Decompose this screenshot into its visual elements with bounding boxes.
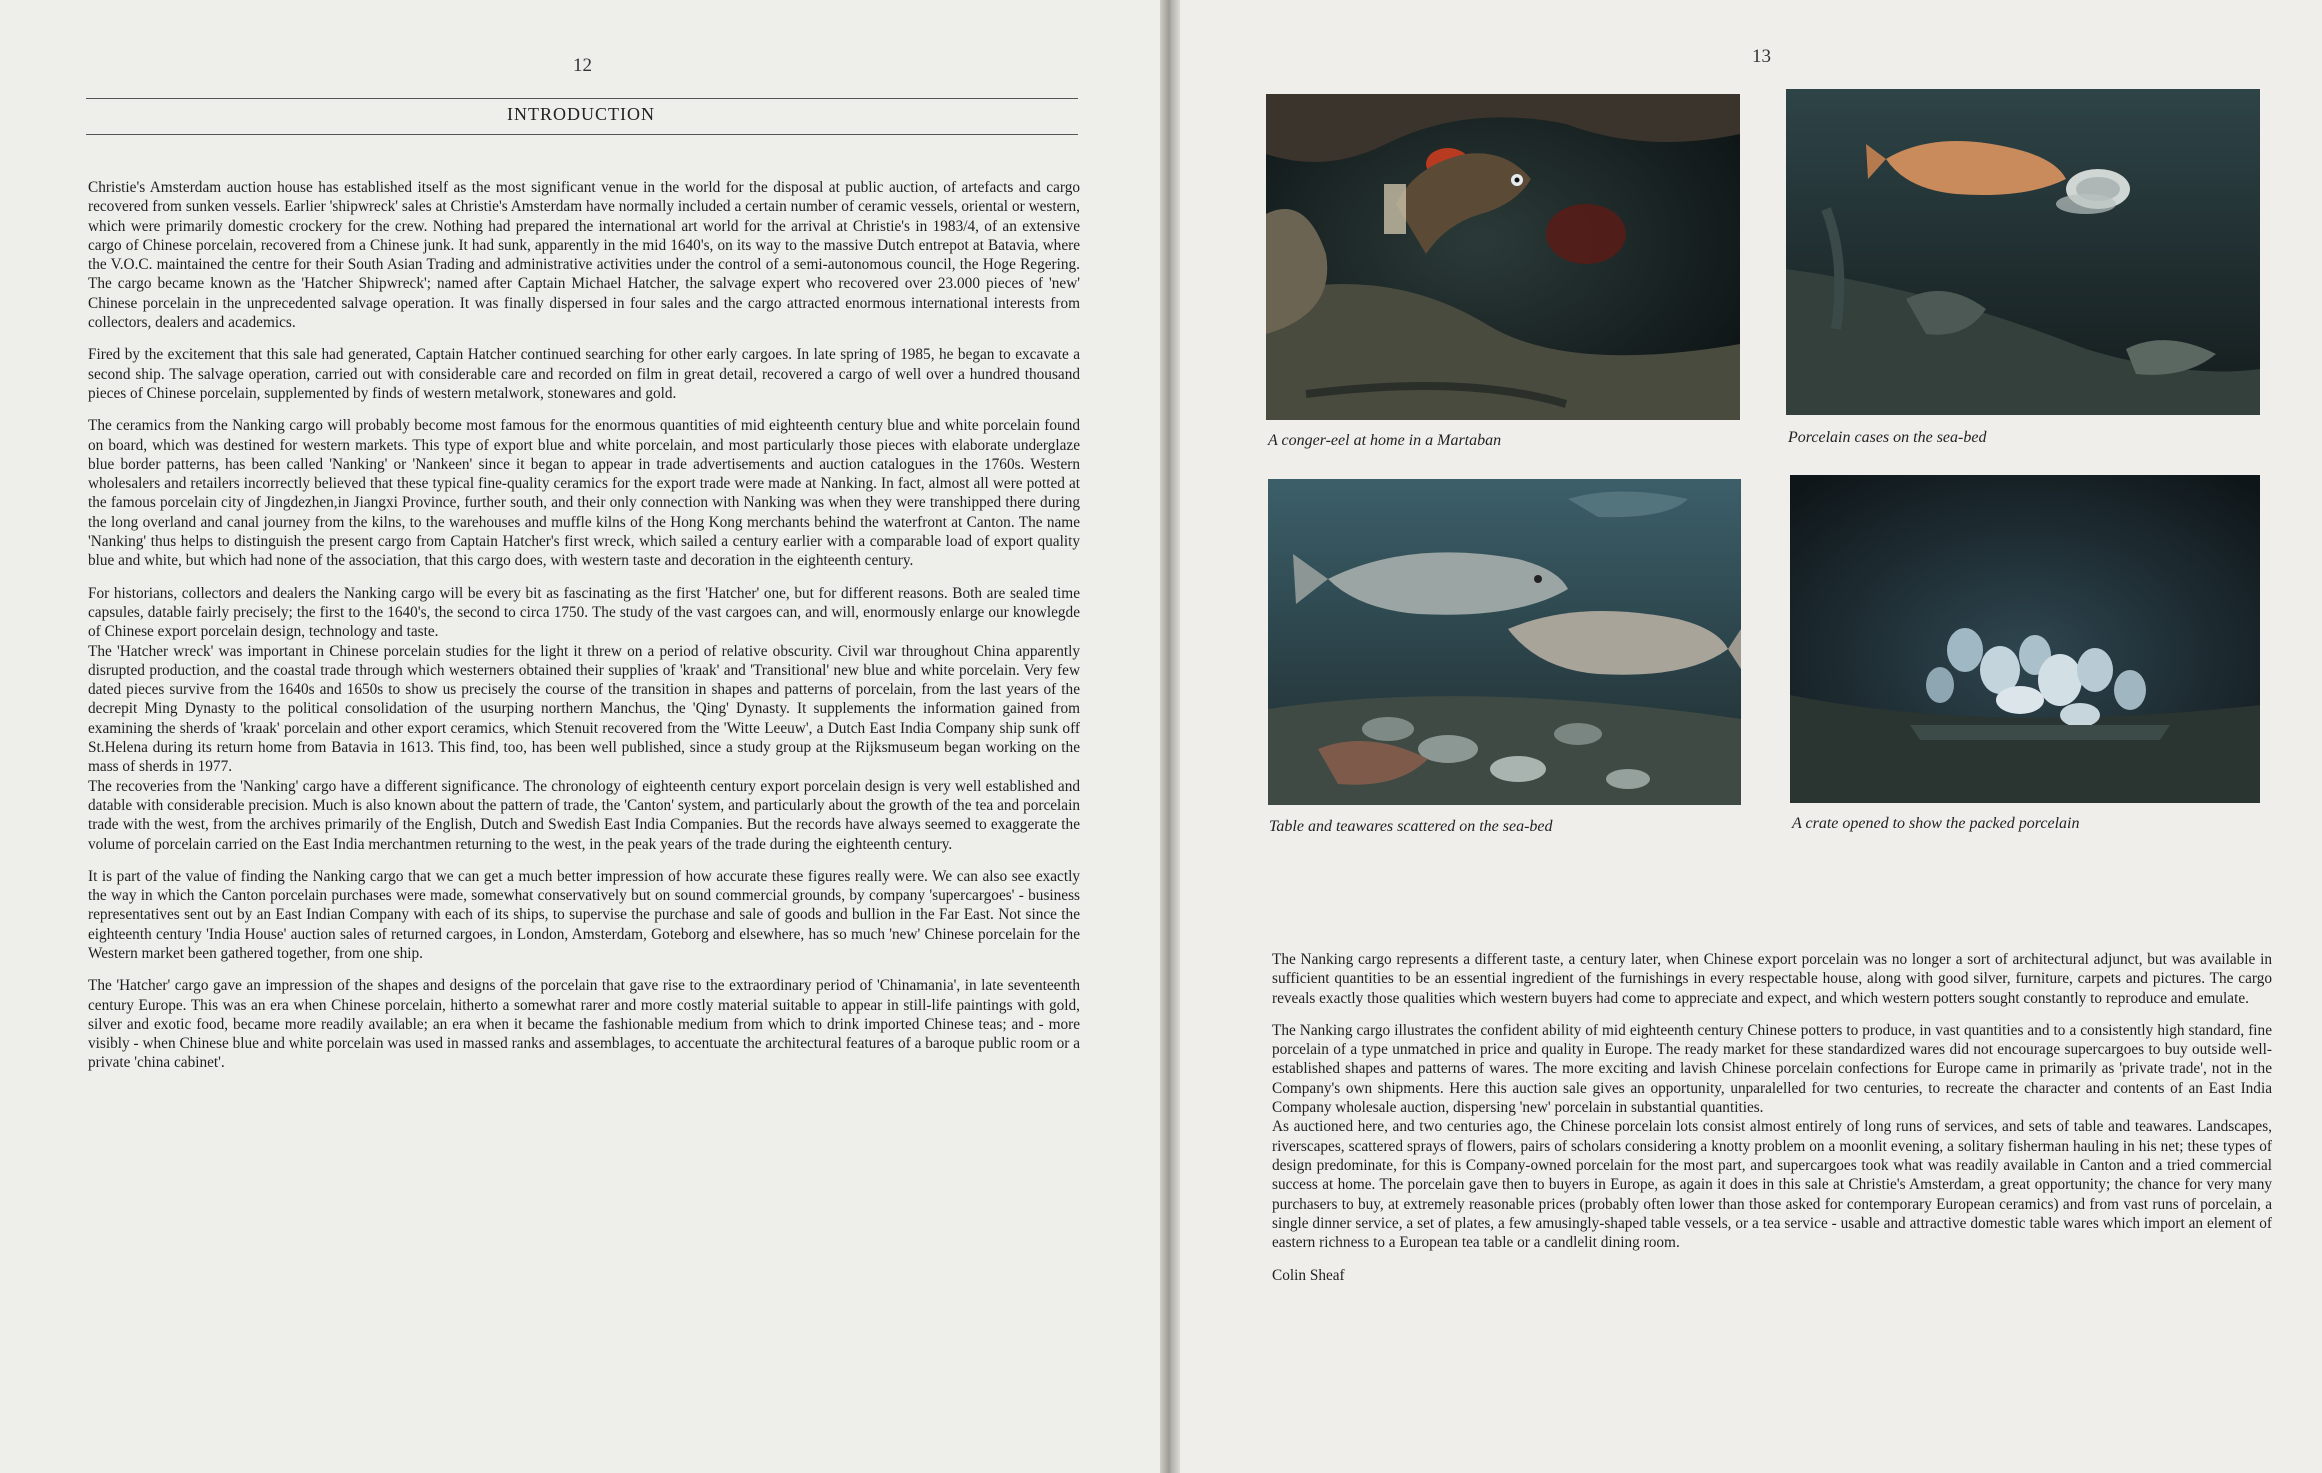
photo-conger-eel [1266,94,1740,420]
photo-caption: A conger-eel at home in a Martaban [1268,432,1502,449]
page-number-left: 12 [573,55,592,76]
paragraph: The Nanking cargo illustrates the confident ability of mid eighteenth century Chinese potters to produce, in vast quantities and to a consistently high standard, fine porcelain of a type unmatched in price and quality in Europe. The ready market for these standardized wares did not encourage supercargoes to buy outside well-established shapes and patterns of wares. The more exciting and lavish Chinese porcelain confections for Europe came in primarily as 'private trade', not in the Company's own shipments. Here this auction sale gives an opportunity, unparalelled for two centuries, to recreate the character and contents of an East India Company wholesale auction, dispersing 'new' porcelain in substantial quantities. [1272,1021,2272,1117]
paragraph: The recoveries from the 'Nanking' cargo have a different significance. The chronology of eighteenth century export porcelain design is very well established and datable with considerable precision. Much is also known about the pattern of trade, the 'Canton' system, and particularly about the growth of the tea and porcelain trade with the west, from the archives primarily of the English, Dutch and Swedish East India Companies. But the records have always seemed to exaggerate the volume of porcelain carried on the East India merchantmen returning to the west, in the peak years of the trade during the eighteenth century. [88,777,1080,853]
photo-porcelain-cases [1786,89,2260,415]
book-gutter [1160,0,1180,1473]
paragraph: For historians, collectors and dealers the Nanking cargo will be every bit as fascinating as the first 'Hatcher' one, but for different reasons. Both are sealed time capsules, datable fairly precisely; the first to the 1640's, the second to circa 1750. The study of the vast cargoes can, and will, enormously enlarge our knowlegde of Chinese export porcelain design, technology and taste. [88,584,1080,641]
paragraph: Fired by the excitement that this sale had generated, Captain Hatcher continued searching for other early cargoes. In late spring of 1985, he began to excavate a second ship. The salvage operation, carried out with considerable care and recorded on film in great detail, recovered a cargo of well over a hundred thousand pieces of Chinese porcelain, supplemented by finds of western metalwork, stonewares and gold. [88,346,1080,402]
paragraph: The 'Hatcher' cargo gave an impression of the shapes and designs of the porcelain that gave rise to the extraordinary period of 'Chinamania', in late seventeenth century Europe. This was an era when Chinese porcelain, hitherto a somewhat rarer and more costly material suitable to appear in still-life paintings with gold, silver and exotic food, became more readily available; an era when it became the fashionable medium from which to drink imported Chinese teas; and - more visibly - when Chinese blue and white porcelain was used in massed ranks and assemblages, to accentuate the architectural features of a baroque public room or a private 'china cabinet'. [88,977,1080,1072]
photo-table-teawares [1268,479,1741,805]
introduction-body [88,178,1080,1086]
section-title: INTRODUCTION [507,104,655,124]
header-rule-top [86,98,1078,99]
header-rule-bottom [86,134,1078,135]
author-signature: Colin Sheaf [1272,1267,1345,1285]
photo-caption: Porcelain cases on the sea-bed [1788,429,1987,446]
paragraph: The 'Hatcher wreck' was important in Chinese porcelain studies for the light it threw on a period of relative obscurity. Civil war throughout China apparently disrupted production, and the coastal trade through which westerners obtained their supplies of 'kraak' and 'Transitional' new blue and white porcelain. Very few dated pieces survive from the 1640s and 1650s to show us precisely the course of the transition in shapes and patterns of porcelain, from the last years of the decrepit Ming Dynasty to the political consolidation of the usurping northern Manchus, the 'Qing' Dynasty. It supplements the information gained from examining the sherds of 'kraak' porcelain and other export ceramics, which Stenuit recovered from the 'Witte Leeuw', a Dutch East India Company ship sunk off St.Helena during its return home from Batavia in 1613. This find, too, has been well published, since a study group at the Rijksmuseum began working on the mass of sherds in 1977. [88,642,1080,776]
paragraph: The ceramics from the Nanking cargo will probably become most famous for the enormous quantities of mid eighteenth century blue and white porcelain found on board, which was destined for western markets. This type of export blue and white porcelain, and most particularly those pieces with elaborate underglaze blue border patterns, has been called 'Nanking' or 'Nankeen' since it began to appear in trade advertisements and auction catalogues in the 1760s. Western wholesalers and retailers incorrectly believed that these typical fine-quality ceramics for the export trade were made at Nanking. In fact, almost all were potted at the famous porcelain city of Jingdezhen,in Jiangxi Province, further south, and their only connection with Nanking was when they were transhipped there during the long overland and canal journey from the kilns, to the warehouses and muffle kilns of the Hong Kong merchants behind the waterfront at Canton. The name 'Nanking' thus helps to distinguish the present cargo from Captain Hatcher's first wreck, which sailed a century earlier with a comparable load of export quality blue and white, but which had none of the association, that this cargo does, with western taste and decoration in the eighteenth century. [88,417,1080,570]
paragraph: It is part of the value of finding the Nanking cargo that we can get a much better impression of how accurate these figures really were. We can also see exactly the way in which the Canton porcelain purchases were made, somewhat conservatively but on sound commercial grounds, by company 'supercargoes' - business representatives sent out by an East Indian Company with each of its ships, to supervise the purchase and sale of goods and bullion in the Far East. Not since the eighteenth century 'India House' auction sales of returned cargoes, in London, Amsterdam, Goteborg and elsewhere, has so much 'new' Chinese porcelain for the Western market been gathered together, from one ship. [88,867,1080,962]
photo-caption: Table and teawares scattered on the sea-bed [1269,818,1553,835]
paragraph: Christie's Amsterdam auction house has established itself as the most significant venue in the world for the disposal at public auction, of artefacts and cargo recovered from sunken vessels. Earlier 'shipwreck' sales at Christie's Amsterdam have normally included a certain number of ceramic vessels, oriental or western, which were primarily domestic crockery for the crew. Nothing had prepared the international art world for the arrival at Christie's in 1983/4, of an extensive cargo of Chinese porcelain, recovered from a Chinese junk. It had sunk, apparently in the mid 1640's, on its way to the massive Dutch entrepot at Batavia, where the V.O.C. maintained the centre for their South Asian Trading and administrative activities under the control of a semi-autonomous council, the Hoge Regering. The cargo became known as the 'Hatcher Shipwreck'; named after Captain Michael Hatcher, the salvage expert who recovered over 23.000 pieces of 'new' Chinese porcelain in the unprecedented salvage operation. It was finally dispersed in four sales and the cargo attracted enormous international interests from collectors, dealers and academics. [88,179,1080,332]
paragraph: As auctioned here, and two centuries ago, the Chinese porcelain lots consist almost entirely of long runs of services, and sets of table and teawares. Landscapes, riverscapes, scattered sprays of flowers, pairs of scholars considering a knotty problem on a moonlit evening, a solitary fisherman hauling in his net; these types of design predominate, for this is Company-owned porcelain for the most part, and supercargoes took what was readily available in Canton and a tried commercial success at home. The porcelain gave then to buyers in Europe, as again it does in this sale at Christie's Amsterdam, a great opportunity; the chance for very many purchasers to buy, at extremely reasonable prices (probably often lower than those asked for contemporary European ceramics) and from vast runs of porcelain, a single dinner service, a set of plates, a few amusingly-shaped table vessels, or a tea service - usable and attractive domestic table wares which import an element of eastern richness to a European tea table or a candlelit dining room. [1272,1118,2272,1252]
page-number-right: 13 [1752,46,1771,67]
nanking-body [1272,950,2272,1286]
paragraph: The Nanking cargo represents a different taste, a century later, when Chinese export porcelain was no longer a sort of architectural adjunct, but was available in sufficient quantities to be an essential ingredient of the furnishings in every respectable house, along with good silver, furniture, carpets and pictures. The cargo reveals exactly those qualities which western buyers had come to appreciate and expect, and which western potters sought constantly to reproduce and emulate. [1272,951,2272,1007]
photo-caption: A crate opened to show the packed porcelain [1792,815,2080,832]
photo-crate-porcelain [1790,475,2260,803]
left-page [0,0,1160,1473]
right-page [1180,0,2322,1473]
